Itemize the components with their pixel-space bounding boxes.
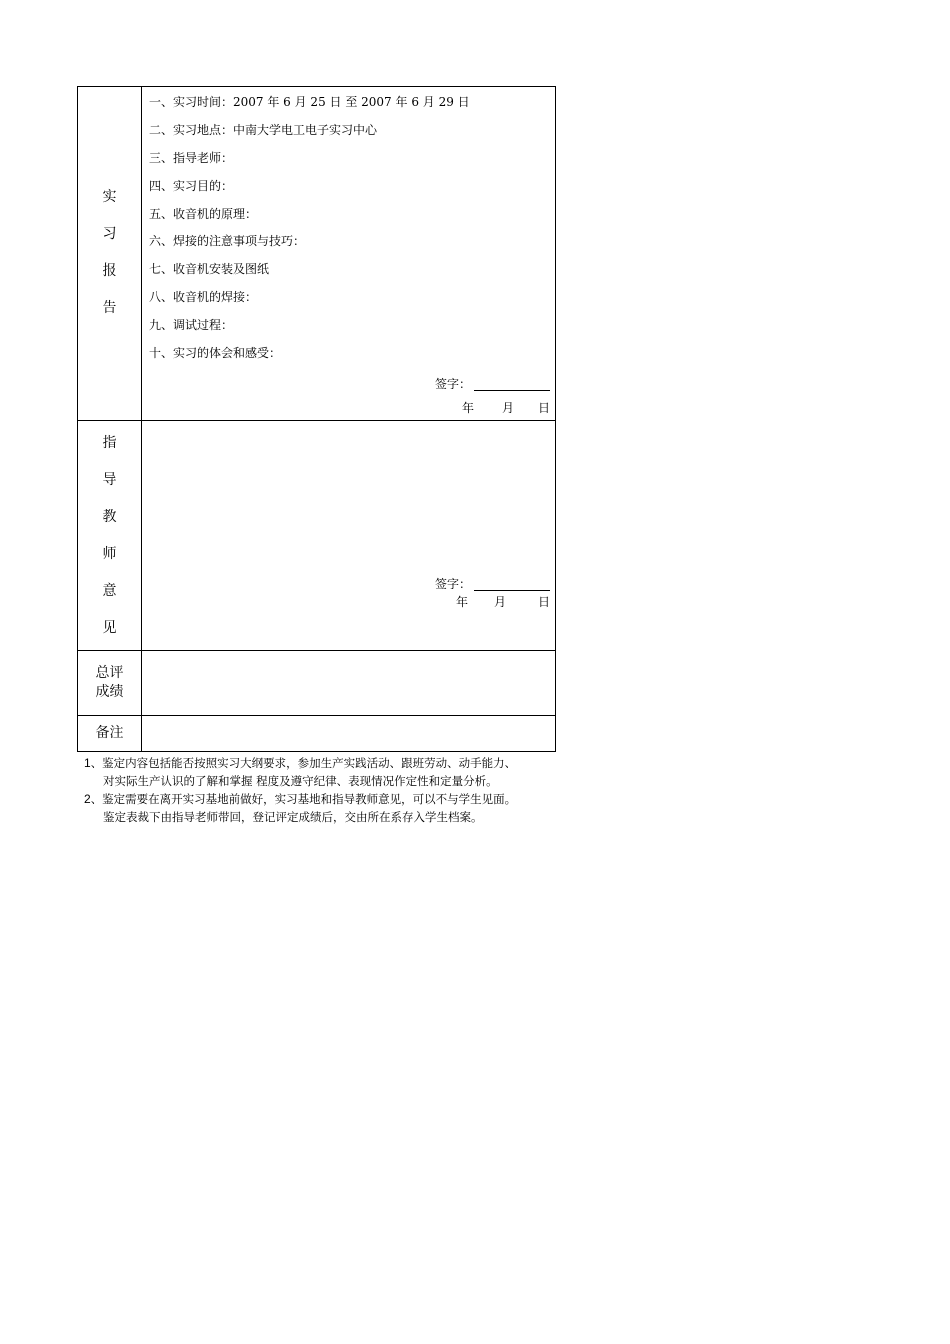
report-item-list (142, 87, 555, 371)
report-item: 一、实习时间：2007 年 6 月 25 日 至 2007 年 6 月 29 日 (149, 95, 470, 109)
report-label-char: 习 (102, 226, 117, 242)
report-label-char: 告 (102, 300, 117, 316)
note-item (84, 754, 516, 772)
report-item: 六、焊接的注意事项与技巧： (149, 234, 306, 249)
grade-label-line2: 成绩 (95, 684, 124, 700)
notes-section (84, 754, 516, 826)
remark-label: 备注 (95, 725, 124, 741)
report-content-cell (142, 87, 556, 421)
report-item: 九、调试过程： (149, 318, 234, 333)
report-item: 七、收音机安装及图纸 (149, 262, 270, 277)
date-year: 年 (456, 595, 469, 609)
report-item: 二、实习地点：中南大学电工电子实习中心 (149, 122, 378, 137)
date-month: 月 (494, 595, 507, 609)
note-text-continued: 对实际生产认识的了解和掌握 程度及遵守纪律、表现情况作定性和定量分析。 (103, 774, 498, 788)
opinion-label-char: 见 (102, 620, 117, 636)
date-month: 月 (502, 400, 515, 415)
opinion-label-char: 导 (102, 472, 117, 488)
signature-line[interactable] (474, 590, 550, 591)
opinion-blank-area[interactable] (142, 421, 555, 571)
opinion-date (142, 597, 555, 619)
report-signature (142, 371, 555, 397)
opinion-label-char: 指 (102, 435, 117, 451)
report-label (78, 87, 141, 327)
report-item: 五、收音机的原理： (149, 206, 258, 221)
report-item: 八、收音机的焊接： (149, 290, 258, 305)
opinion-content-cell[interactable] (142, 421, 556, 651)
report-date (142, 397, 555, 419)
note-text-continued: 鉴定表裁下由指导老师带回，登记评定成绩后，交由所在系存入学生档案。 (103, 810, 483, 824)
date-year: 年 (462, 400, 475, 415)
report-label-char: 实 (102, 189, 117, 205)
report-item: 四、实习目的： (149, 178, 234, 193)
grade-content-cell[interactable] (142, 651, 556, 716)
note-number: 2 (84, 792, 91, 806)
note-text: 、鉴定需要在离开实习基地前做好，实习基地和指导教师意见，可以不与学生见面。 (90, 792, 517, 806)
opinion-label-char: 意 (102, 583, 117, 599)
report-label-cell (78, 87, 142, 421)
report-item: 三、指导老师： (149, 150, 234, 165)
remark-content-cell[interactable] (142, 716, 556, 752)
signature-label: 签字： (435, 376, 472, 391)
opinion-label-char: 教 (102, 509, 117, 525)
grade-label-cell (78, 651, 142, 716)
note-item (84, 790, 516, 808)
grade-label-line1: 总评 (95, 665, 124, 681)
appraisal-form-table (77, 86, 556, 752)
opinion-label-cell (78, 421, 142, 651)
opinion-label (78, 421, 141, 647)
opinion-row (78, 421, 556, 651)
remark-row (78, 716, 556, 752)
signature-label: 签字： (435, 577, 472, 591)
opinion-label-char: 师 (102, 546, 117, 562)
report-row (78, 87, 556, 421)
grade-row (78, 651, 556, 716)
signature-line[interactable] (474, 390, 550, 391)
date-day: 日 (538, 400, 551, 415)
report-item: 十、实习的体会和感受： (149, 346, 282, 361)
note-text: 、鉴定内容包括能否按照实习大纲要求，参加生产实践活动、跟班劳动、动手能力、 (90, 756, 517, 770)
report-label-char: 报 (102, 263, 117, 279)
remark-label-cell (78, 716, 142, 752)
note-number: 1 (84, 756, 91, 770)
date-day: 日 (538, 595, 551, 609)
